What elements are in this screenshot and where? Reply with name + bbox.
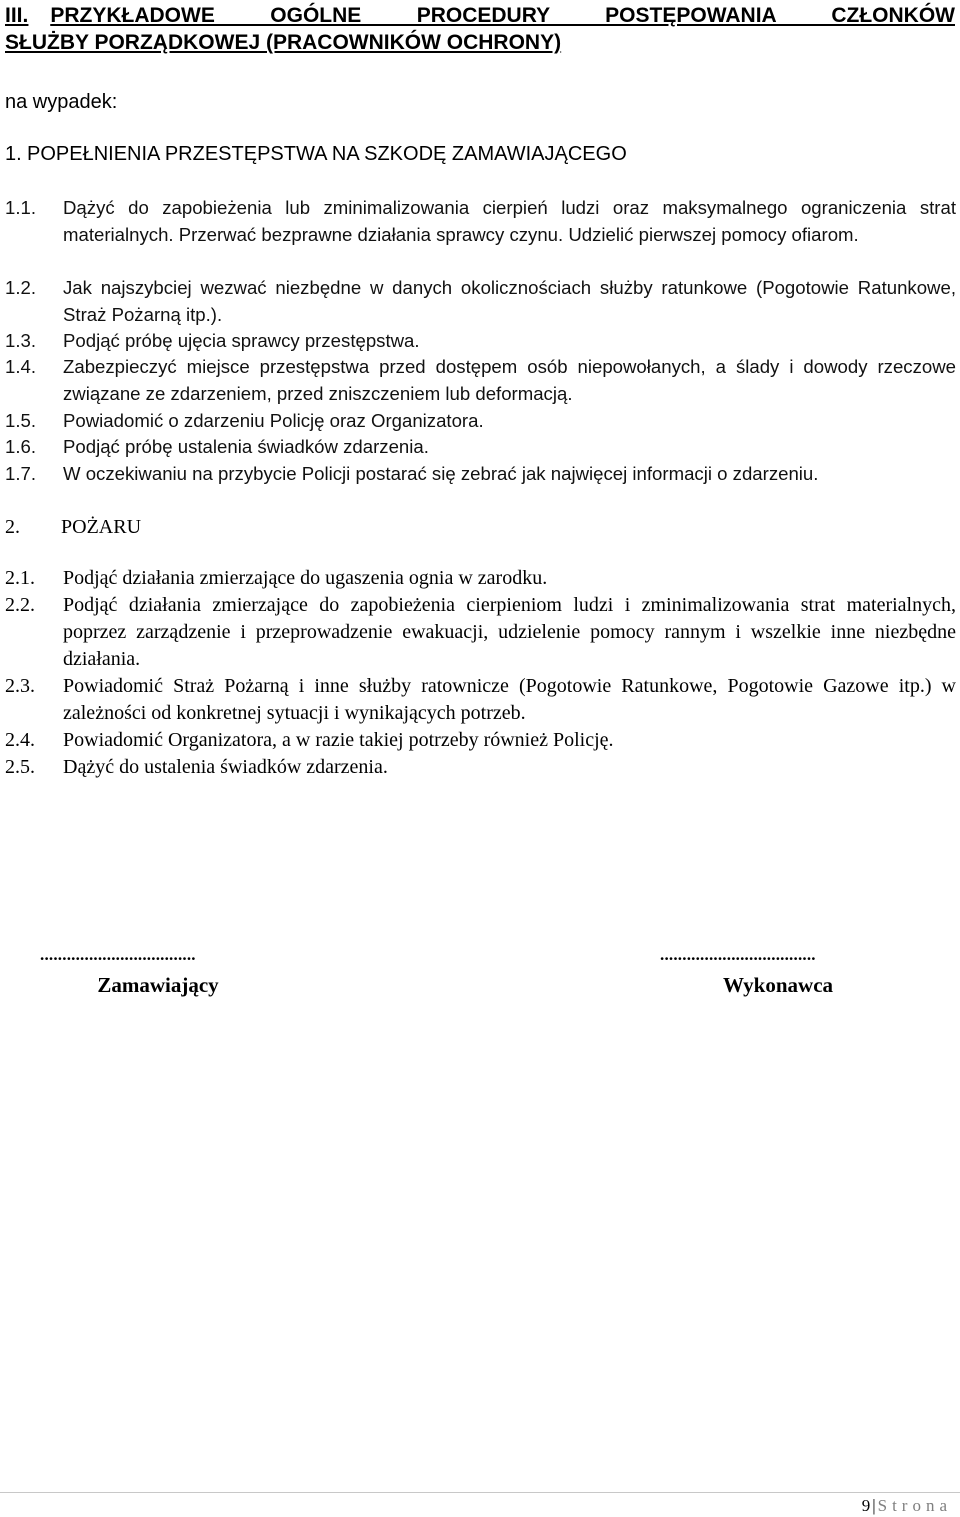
- procedure-item-1-3: [5, 328, 956, 355]
- item-text: Podjąć działania zmierzające do ugaszenia ognia w zarodku.: [63, 567, 548, 589]
- item-number: 2.5.: [5, 756, 35, 778]
- item-number: 1.5.: [5, 410, 37, 431]
- item-number: 1.7.: [5, 463, 37, 484]
- procedure-item-2-2: [5, 592, 956, 673]
- footer-divider: [0, 1492, 960, 1493]
- item-text: Powiadomić Straż Pożarną i inne służby ratownicze (Pogotowie Ratunkowe, Pogotowie Gazowe itp.) w zależności od konkretnej sytuacji i wynikających potrzeb.: [63, 675, 956, 724]
- heading-title-line-2: SŁUŻBY PORZĄDKOWEJ (PRACOWNIKÓW OCHRONY): [5, 31, 562, 54]
- section-2-title-text: POŻARU: [61, 516, 142, 538]
- item-number: 1.3.: [5, 330, 37, 351]
- signature-line-right: ...................................: [660, 945, 816, 964]
- item-text: Podjąć próbę ustalenia świadków zdarzenia.: [63, 436, 429, 457]
- item-number: 2.3.: [5, 675, 35, 697]
- page-footer: [862, 1496, 952, 1516]
- procedure-item-2-5: [5, 754, 956, 781]
- item-text: Podjąć próbę ujęcia sprawcy przestępstwa.: [63, 330, 420, 351]
- procedure-item-1-6: [5, 434, 956, 461]
- intro-text: na wypadek:: [5, 91, 118, 113]
- footer-separator: |: [872, 1496, 876, 1515]
- procedure-item-2-3: [5, 673, 956, 727]
- item-number: 1.4.: [5, 356, 37, 377]
- item-text: Zabezpieczyć miejsce przestępstwa przed dostępem osób niepowołanych, a ślady i dowody rzeczowe związane ze zdarzeniem, przed zniszczeniem lub deformacją.: [63, 356, 956, 404]
- heading-line-1: [5, 2, 955, 29]
- section-2-number: 2.: [5, 516, 20, 538]
- procedure-item-1-7: [5, 461, 956, 488]
- procedure-item-2-1: [5, 565, 956, 592]
- item-text: Jak najszybciej wezwać niezbędne w danych okolicznościach służby ratunkowe (Pogotowie Ratunkowe, Straż Pożarną itp.).: [63, 277, 956, 325]
- item-number: 2.2.: [5, 594, 35, 616]
- section-1-number: 1.: [5, 143, 22, 165]
- item-number: 1.2.: [5, 277, 37, 298]
- item-text: Dążyć do zapobieżenia lub zminimalizowania cierpień ludzi oraz maksymalnego ograniczenia strat materialnych. Przerwać bezprawne działania sprawcy czynu. Udzielić pierwszej pomocy ofiarom.: [63, 197, 956, 245]
- signature-line-left: ...................................: [40, 945, 196, 964]
- procedure-item-1-2: [5, 275, 956, 328]
- section-1-title-text: POPEŁNIENIA PRZESTĘPSTWA NA SZKODĘ ZAMAWIAJĄCEGO: [27, 143, 627, 165]
- procedure-item-1-4: [5, 354, 956, 407]
- procedure-item-1-5: [5, 408, 956, 435]
- procedure-item-2-4: [5, 727, 956, 754]
- section-2-title: [5, 515, 141, 539]
- signature-role-right: Wykonawca: [722, 973, 834, 997]
- footer-page-label: Strona: [877, 1496, 952, 1515]
- item-number: 2.4.: [5, 729, 35, 751]
- signature-block-left: [40, 944, 276, 1000]
- procedure-item-1-1: [5, 195, 956, 248]
- item-text: Podjąć działania zmierzające do zapobieżenia cierpieniom ludzi i zminimalizowania strat materialnych, poprzez zarządzenie i przeprowadzenie ewakuacji, udzielenie pomocy rannym i wszelkie inne niezbędne działania.: [63, 594, 956, 670]
- item-text: Dążyć do ustalenia świadków zdarzenia.: [63, 756, 388, 778]
- section-1-title: [5, 142, 627, 166]
- signature-role-left: Zamawiający: [97, 973, 219, 997]
- item-number: 1.6.: [5, 436, 37, 457]
- heading-title-line-1: PRZYKŁADOWE OGÓLNE PROCEDURY POSTĘPOWANIA CZŁONKÓW: [50, 4, 955, 27]
- page-number: 9: [861, 1496, 871, 1515]
- item-number: 2.1.: [5, 567, 35, 589]
- heading-roman-numeral: III.: [5, 4, 29, 27]
- document-heading: [5, 2, 955, 56]
- item-text: Powiadomić Organizatora, a w razie takiej potrzeby również Policję.: [63, 729, 614, 751]
- item-text: Powiadomić o zdarzeniu Policję oraz Organizatora.: [63, 410, 484, 431]
- item-text: W oczekiwaniu na przybycie Policji postarać się zebrać jak najwięcej informacji o zdarzeniu.: [63, 463, 819, 484]
- item-number: 1.1.: [5, 197, 37, 218]
- signature-block-right: [660, 944, 896, 1000]
